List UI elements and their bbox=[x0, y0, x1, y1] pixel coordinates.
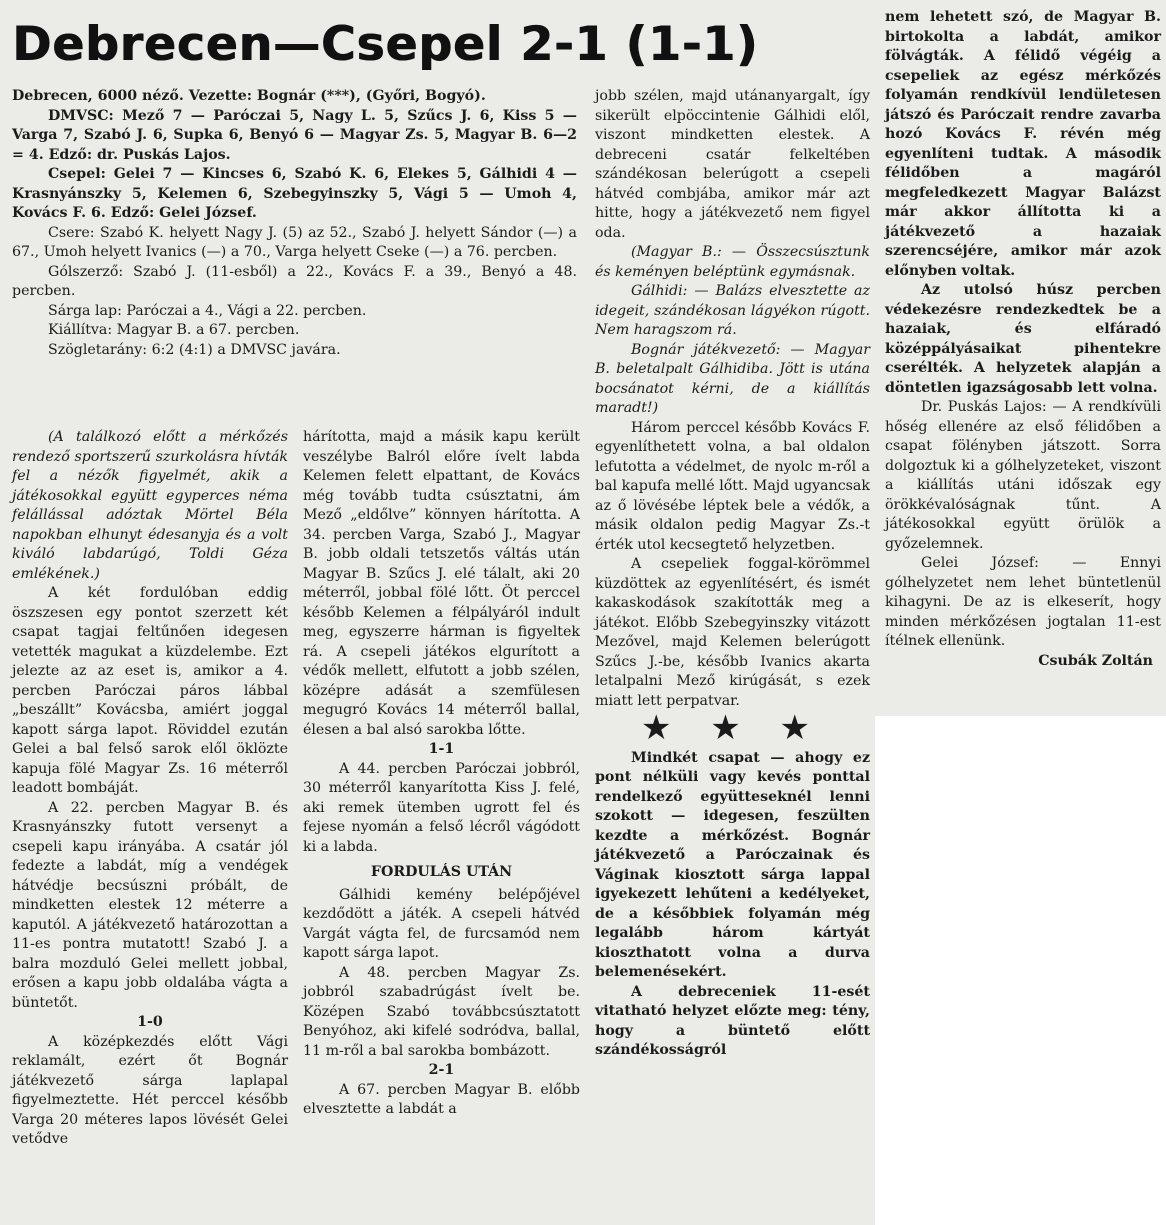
csepel-lineup: Csepel: Gelei 7 — Kincses 6, Szabó K. 6, Elekes 5, Gálhidi 4 — Krasnyánszky 5, Kelemen 6, Szebegyinszky 5, Vági 5 — Umoh 4, Kovács F. 6. Edző: Gelei József. bbox=[12, 166, 577, 221]
headline: Debrecen—Csepel 2-1 (1-1) bbox=[12, 17, 759, 72]
sent-off: Kiállítva: Magyar B. a 67. percben. bbox=[48, 322, 300, 338]
yellow-cards: Sárga lap: Paróczai a 4., Vági a 22. percben. bbox=[48, 302, 367, 319]
coach-quote: Dr. Puskás Lajos: — A rendkívüli hőség ellenére az első félidőben a csapat fölényben játszott. Sorra dolgoztuk ki a gólhelyzeteket, viszont a kiállítás utáni időszak egy örökkévalóságnak tűnt. A játékosokkal együtt örülök a győzelemnek. bbox=[885, 399, 1161, 552]
section-heading: FORDULÁS UTÁN bbox=[370, 864, 513, 880]
match-facts bbox=[12, 87, 577, 360]
venue-line: Debrecen, 6000 néző. Vezette: Bognár (***), (Győri, Bogyó). bbox=[12, 88, 486, 104]
paragraph: Gálhidi kemény belépőjével kezdődött a játék. A csepeli hátvéd Vargát vágta fel, de furcsamód nem kapott sárga lapot. bbox=[303, 886, 580, 961]
paragraph: hárította, majd a másik kapu került veszélybe Balról előre ívelt labda Kelemen felett elpattant, de Kovács még tovább tudta csúsztatni, ám Mező „eldőlve” könnyen hárította. A 34. percben Varga, Szabó J., Magyar B. jobb oldali tetszetős váltás után Magyar B. Szűcs J. elé tálalt, aki 20 méterről, jobbal fölé lőtt. Öt perccel később Kelemen a félpályáról indult meg, egyszerre hárman is figyeltek rá. A csepeli játékos elgurított a védők mellett, elfutott a jobb szélen, középre adását a szemfülesen megugró Kovács 14 méterről ballal, élesen a bal alsó sarokba lőtte. bbox=[303, 429, 580, 738]
paragraph: A csepeliek foggal-körömmel küzdöttek az egyenlítésért, és ismét kakaskodások szakították meg a játékot. Előbb Szebegyinszky vitázott Mezővel, majd Kelemen belerúgott Szűcs J.-be, később Ivanics akarta letalpalni Mező kirúgását, s ezek miatt lett perpatvar. bbox=[595, 556, 870, 709]
paragraph: A 48. percben Magyar Zs. jobbról szabadrúgást ívelt be. Középen Szabó továbbcsúsztatott Benyóhoz, aki kifelé sodródva, ballal, 11 m-ről a bal sarokba bombázott. bbox=[303, 964, 580, 1059]
paragraph: (A találkozó előtt a mérkőzés rendező sportszerű szurkolásra hívták fel a nézők figyelmét, akik a játékosokkal együtt egyperces néma felállással adóztak Mörtel Béla napokban elhunyt édesanyja és a volt kiváló labdarúgó, Toldi Géza emlékének.) bbox=[12, 429, 288, 582]
dmvsc-lineup: DMVSC: Mező 7 — Paróczai 5, Nagy L. 5, Szűcs J. 6, Kiss 5 — Varga 7, Szabó J. 6, Supka 6, Benyó 6 — Magyar Zs. 5, Magyar B. 6—2 = 4. Edző: dr. Puskás Lajos. bbox=[12, 107, 577, 163]
paragraph: Három perccel később Kovács F. egyenlíthetett volna, a bal oldalon lefutotta a védelmet, de nyolc m-ről a bal kapufa mellé lőtt. Majd ugyancsak az ő lövésébe léptek bele a védők, a másik oldalon pedig Magyar Zs.-t érték utol kecsegtető helyzetben. bbox=[595, 419, 870, 553]
paragraph: A 67. percben Magyar B. előbb elvesztette a labdát a bbox=[303, 1081, 580, 1117]
score-subhead: 1-0 bbox=[137, 1014, 163, 1030]
score-subhead: 1-1 bbox=[428, 741, 455, 757]
commentary-paragraph: Mindkét csapat — ahogy ez pont nélküli vagy kevés ponttal rendelkező együtteseknél lenni szokott — idegesen, feszülten kezdte a mérkőzést. Bognár játékvezető a Paróczainak és Váginak kiosztott sárga lappal igyekezett lehűteni a kedélyeket, de a későbbiek folyamán még legalább három kártyát kioszthatott volna a durva belemenésekért. bbox=[595, 749, 870, 980]
coach-quote: Gelei József: — Ennyi gólhelyzetet nem lehet büntetlenül kihagyni. De az is elkeserít, hogy minden mérkőzésen jogtalan 11-est ítélnek ellenünk. bbox=[885, 555, 1161, 649]
commentary-paragraph: A debreceniek 11-esét vitatható helyzet előzte meg: tény, hogy a büntető előtt szándékosságról bbox=[595, 983, 870, 1058]
stars-divider-icon: ★ ★ ★ bbox=[640, 708, 825, 748]
paragraph: A 44. percben Paróczai jobbról, 30 méterről kanyarította Kiss J. felé, aki remek ütemben ugrott fel és fejese nyomán a felső lécről vágódott ki a labda. bbox=[303, 760, 580, 855]
author-byline: Csubák Zoltán bbox=[1038, 652, 1153, 669]
quote-paragraph: Bognár játékvezető: — Magyar B. beletalpalt Gálhidiba. Jött is utána bocsánatot kérni, de a kiállítás maradt!) bbox=[595, 341, 870, 416]
corners: Szögletarány: 6:2 (4:1) a DMVSC javára. bbox=[48, 341, 341, 358]
column-3 bbox=[595, 87, 870, 1061]
paragraph: A 22. percben Magyar B. és Krasnyánszky futott versenyt a csepeli kapu irányába. A csatár jól fedezte a labdát, míg a vendégek hátvédje becsúszni próbált, de mindketten elestek 12 méterre a kaputól. A játékvezető határozottan a 11-es pontra mutatott! Szabó J. a balra mozduló Gelei mellett jobbal, erősen a kapu jobb oldalába vágta a büntetőt. bbox=[12, 799, 288, 1011]
goalscorers: Gólszerző: Szabó J. (11-esből) a 22., Kovács F. a 39., Benyó a 48. percben. bbox=[12, 263, 577, 299]
column-4 bbox=[885, 8, 1161, 671]
commentary-paragraph: Az utolsó húsz percben védekezésre rendezkedtek be a hazaiak, és elfáradó középpályásaikat pihentekre cserélték. A helyzetek alapján a döntetlen igazságosabb lett volna. bbox=[885, 282, 1161, 396]
paragraph: A középkezdés előtt Vági reklamált, ezért őt Bognár játékvezető sárga laplapal figyelmeztette. Hét perccel később Varga 20 méteres lapos lövését Gelei vetődve bbox=[12, 1033, 288, 1147]
quote-paragraph: (Magyar B.: — Összecsúsztunk és keményen beléptünk egymásnak. bbox=[595, 244, 870, 280]
paragraph: A két fordulóban eddig öszszesen egy pontot szerzett két csapat tagjai feltűnően idegesen vetették magukat a küzdelembe. Ezt jelezte az az eset is, amikor a 4. percben Paróczai páros lábbal „beszállt” Kovácsba, amiért joggal kapott sárga lapot. Röviddel ezután Gelei a bal felső sarok elől öklözte kapuja fölé Magyar Zs. 16 méterről leadott bombáját. bbox=[12, 585, 288, 796]
score-subhead: 2-1 bbox=[428, 1062, 455, 1078]
commentary-paragraph: nem lehetett szó, de Magyar B. birtokolta a labdát, amikor fölvágták. A félidő végéig a csepeliek az egész mérkőzés folyamán rendkívül lendületesen játszó és Paróczait rendre zavarba hozó Kovács F. révén még egyenlíteni tudtak. A második félidőben a magáról megfeledkezett Magyar Balázst már akkor állította ki a játékvezető a hazaiak szerencséjére, amikor már azok előnyben voltak. bbox=[885, 9, 1161, 279]
substitutions: Csere: Szabó K. helyett Nagy J. (5) az 52., Szabó J. helyett Sándor (—) a 67., Umoh helyett Ivanics (—) a 70., Varga helyett Cseke (—) a 76. percben. bbox=[12, 224, 577, 260]
column-1 bbox=[12, 428, 288, 1150]
paragraph: jobb szélen, majd utánanyargalt, így sikerült elpöccintenie Gálhidi elől, viszont mindketten elestek. A debreceni csatár felkeltében szándékosan belerúgott a csepeli hátvéd combjába, amikor már azt hitte, hogy a játékvezető nem figyel oda. bbox=[595, 88, 870, 241]
column-2 bbox=[303, 428, 580, 1120]
quote-paragraph: Gálhidi: — Balázs elvesztette az idegeit, szándékosan lágyékon rúgott. Nem haragszom rá. bbox=[595, 283, 870, 338]
